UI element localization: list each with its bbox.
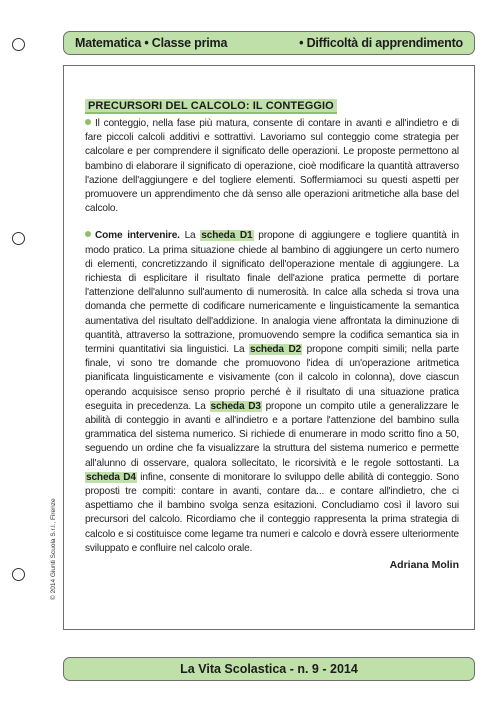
scheda-d2-label: scheda D2: [250, 344, 302, 356]
paragraph-intro-text: Il conteggio, nella fase più matura, consente di contare in avanti e all'indietro e di fare piccoli calcoli additivi e sottrattivi. Lavoriamo sul conteggio come strategia per calcolare e per comprendere il significato delle operazioni. Le proposte permettono al bambino di elaborare il significato di operazione, cioè modificare la quantità attraverso l'azione dell'aggiungere e del togliere elementi. Soffermiamoci su questi aspetti per promuovere un apprendimento che dà senso alle operazioni aritmetiche alla base del calcolo.: [85, 118, 459, 215]
intervention-text-1: La: [179, 230, 201, 242]
page-header: [63, 31, 475, 55]
header-topic: • Difficoltà di apprendimento: [299, 36, 463, 50]
intervention-text-5: infine, consente di monitorare lo sviluppo delle abilità di conteggio. Sono proposti tre compiti: contare in avanti, contare da... e contare all'indietro, che ci aspettiamo che il bambino svolga senza esitazioni. Concludiamo così il lavoro sui precursori del calcolo. Ricordiamo che il conteggio rappresenta la prima strategia di calcolo e si costituisce come legame tra numeri e calcolo e dovrà essere ulteriormente sviluppato e confluire nel calcolo orale.: [85, 471, 459, 554]
author-signature: Adriana Molin: [389, 559, 459, 572]
binder-hole-middle: [12, 232, 25, 245]
paragraph-intervention: [85, 229, 459, 556]
paragraph-intro: [85, 117, 459, 216]
scheda-d4-label: scheda D4: [86, 471, 136, 483]
intervention-lead: Come intervenire.: [95, 230, 180, 242]
page-footer: [63, 657, 475, 681]
article-body: [85, 96, 459, 571]
intervention-text-3: propone compiti simili; nella parte finale, vi sono tre domande che promuovono l'idea di un'operazione aritmetica pianificata linguisticamente e visivamente (con il calcolo in colonna), dove ciascun operando acquisisce senso proprio perché è il risultato di una situazione pratica eseguita in precedenza. La: [85, 344, 459, 412]
bullet-icon: [85, 231, 91, 237]
header-subject: Matematica • Classe prima: [75, 36, 228, 50]
section-title: PRECURSORI DEL CALCOLO: IL CONTEGGIO: [85, 99, 337, 114]
bullet-icon: [85, 119, 91, 125]
footer-issue: La Vita Scolastica - n. 9 - 2014: [180, 662, 358, 676]
intervention-text-2: propone di aggiungere e togliere quantità in modo pratico. La prima situazione chiede al bambino di aggiungere un certo numero di elementi, concretizzando il significato dell'operazione mentale di aggiungere. La richiesta di esplicitare il risultato finale dell'azione pratica permette di portare l'attenzione dell'alunno sull'aumento di numerosità. In calce alla scheda si trova una domanda che permette di codificare numericamente e linguisticamente la semantica aumentativa del risultato dell'addizione. In analogia viene affrontata la diminuzione di quantità, attraverso la sottrazione, promuovendo sempre la codifica semantica sia in termini quantitativi sia linguistici. La: [85, 230, 459, 356]
intervention-text-4: propone un compito utile a generalizzare le abilità di conteggio in avanti e all'indietro e a portare l'attenzione del bambino sulla grammatica del sistema numerico. Si richiede di enumerare in modo scritto fino a 50, seguendo un ordine che fa visualizzare la struttura del sistema numerico e permette all'alunno di osservare, qualora sollecitato, le ricorsività e le regole sottostanti. La: [85, 400, 459, 469]
binder-hole-top: [12, 38, 25, 51]
scheda-d3-label: scheda D3: [210, 400, 261, 412]
binder-hole-bottom: [12, 568, 25, 581]
copyright-notice: © 2014 Giunti Scuola S.r.l., Firenze: [50, 498, 57, 600]
scheda-d1-label: scheda D1: [201, 230, 253, 242]
